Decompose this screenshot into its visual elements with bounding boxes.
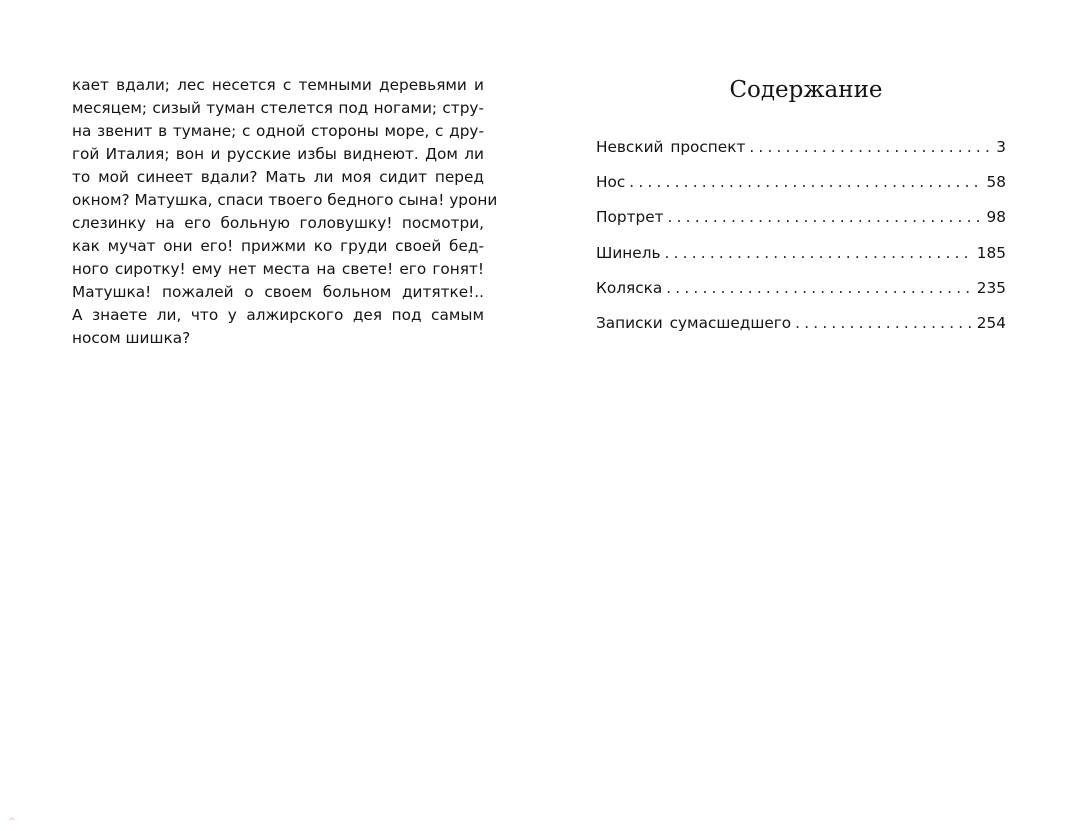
toc-entry-title: Невский проспект <box>596 138 746 156</box>
corner-mark: ^ <box>8 817 16 827</box>
toc-entry-title: Шинель <box>596 243 661 262</box>
toc-entry-page: 185 <box>976 243 1006 262</box>
toc-entry[interactable] <box>596 243 1006 278</box>
text-line: окном? Матушка, спаси твоего бедного сына! урони <box>72 191 498 209</box>
text-line: гой Италия; вон и русские избы виднеют. Дом ли <box>72 145 484 163</box>
toc-title: Содержание <box>729 77 883 103</box>
toc-entry[interactable] <box>596 313 1006 348</box>
text-line: ного сиротку! ему нет места на свете! его гонят! <box>72 260 484 278</box>
toc-entry-page: 58 <box>986 173 1006 192</box>
toc-leader-dots <box>665 243 973 263</box>
toc-entry-title: Коляска <box>596 278 663 297</box>
toc-entry[interactable] <box>596 278 1006 313</box>
toc-entry[interactable] <box>596 137 1006 172</box>
toc-entry-page: 235 <box>976 278 1006 297</box>
toc-leader-dots <box>749 137 992 157</box>
toc-entry-page: 254 <box>976 313 1006 332</box>
toc-leader-dots <box>668 207 983 227</box>
text-line: на звенит в тумане; с одной стороны море, с дру- <box>72 122 484 140</box>
text-line: кает вдали; лес несется с темными деревьями и <box>72 76 484 94</box>
toc-leader-dots <box>795 313 973 333</box>
toc-entry-title: Записки сумасшедшего <box>596 313 792 332</box>
toc-list <box>596 137 1006 348</box>
toc-entry[interactable] <box>596 207 1006 242</box>
left-page-text <box>72 74 498 350</box>
text-line: месяцем; сизый туман стелется под ногами; стру- <box>72 99 484 117</box>
text-line: то мой синеет вдали? Мать ли моя сидит перед <box>72 168 484 186</box>
toc-entry-page: 3 <box>996 138 1006 156</box>
text-line: слезинку на его больную головушку! посмотри, <box>72 214 484 232</box>
toc-leader-dots <box>666 278 973 298</box>
text-line: носом шишка? <box>72 329 191 347</box>
text-line: Матушка! пожалей о своем больном дитятке!.. <box>72 283 484 301</box>
toc-entry-title: Нос <box>596 173 626 192</box>
toc-entry-title: Портрет <box>596 208 664 227</box>
table-of-contents <box>596 74 1006 348</box>
toc-leader-dots <box>629 172 982 192</box>
toc-entry-page: 98 <box>986 208 1006 227</box>
text-line: как мучат они его! прижми ко груди своей бед- <box>72 237 484 255</box>
text-line: А знаете ли, что у алжирского дея под самым <box>72 306 484 324</box>
toc-entry[interactable] <box>596 172 1006 207</box>
